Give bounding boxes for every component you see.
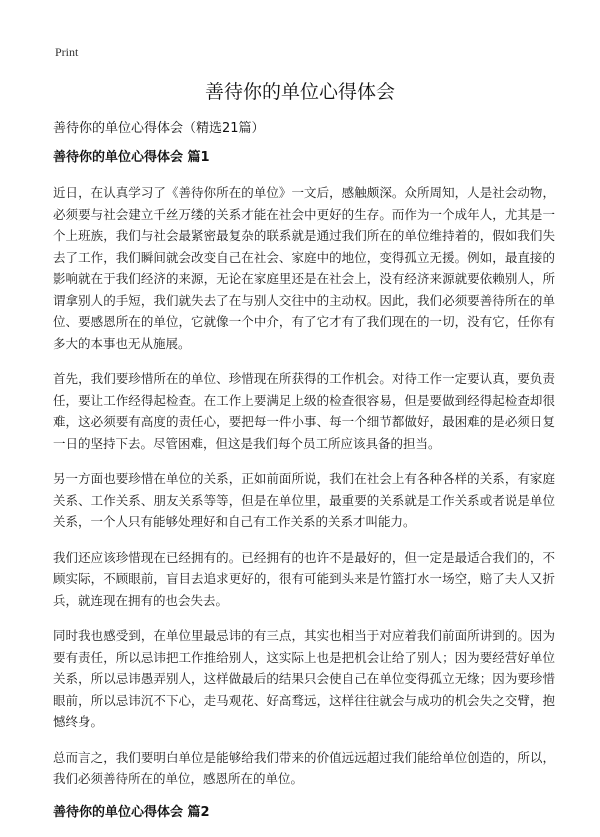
document-subtitle: 善待你的单位心得体会（精选21篇） [53,121,265,136]
page-title: 善待你的单位心得体会 [204,81,395,103]
paragraph-3: 另一方面也要珍惜在单位的关系，正如前面所说，我们在社会上有各种各样的关系，有家庭关系、工作关系、朋友关系等等，但是在单位里，最重要的关系就是工作关系或者说是单位关系，一个人只有能够处理好和自己有工作关系的关系才叫能力。 [53,471,555,529]
paragraph-6: 总而言之，我们要明白单位是能够给我们带来的价值远远超过我们能给单位创造的，所以，我们必须善待所在的单位，感恩所在的单位。 [53,749,555,786]
document-body [53,149,555,837]
section-heading-1: 善待你的单位心得体会 篇1 [53,150,210,165]
section-heading-2: 善待你的单位心得体会 篇2 [53,804,210,820]
paragraph-4: 我们还应该珍惜现在已经拥有的。已经拥有的也许不是最好的，但一定是最适合我们的，不顾实际，不顾眼前，盲目去追求更好的，很有可能到头来是竹篮打水一场空，赔了夫人又折兵，就连现在拥有的也会失去。 [53,549,555,608]
paragraph-2: 首先，我们要珍惜所在的单位、珍惜现在所获得的工作机会。对待工作一定要认真，要负责任，要让工作经得起检查。在工作上要满足上级的检查很容易，但是要做到经得起检查却很难，这必须要有高度的责任心，要把每一件小事、每一个细节都做好，最困难的是必须日复一日的坚持下去。尽管困难，但这是我们每个员工所应该具备的担当。 [53,371,555,451]
print-link[interactable]: Print [55,45,79,59]
paragraph-5: 同时我也感受到，在单位里最忌讳的有三点，其实也相当于对应着我们前面所讲到的。因为要有责任，所以忌讳把工作推给别人，这实际上也是把机会让给了别人；因为要经营好单位关系，所以忌讳愚弄别人，这样做最后的结果只会使自己在单位变得孤立无缘；因为要珍惜眼前，所以忌讳沉不下心，走马观花、好高骛远，这样往往就会与成功的机会失之交臂，抱憾终身。 [53,628,555,729]
paragraph-1: 近日，在认真学习了《善待你所在的单位》一文后，感触颇深。众所周知，人是社会动物，必须要与社会建立千丝万缕的关系才能在社会中更好的生存。而作为一个成年人，尤其是一个上班族，我们与社会最紧密最复杂的联系就是通过我们所在的单位维持着的，假如我们失去了工作，我们瞬间就会改变自己在社会、家庭中的地位，变得孤立无援。例如，最直接的影响就在于我们经济的来源，无论在家庭里还是在社会上，没有经济来源就要依赖别人，所谓拿别人的手短，我们就失去了在与别人交往中的主动权。因此，我们必须要善待所在的单位、要感恩所在的单位，它就像一个中介，有了它才有了我们现在的一切，没有它，任你有多大的本事也无从施展。 [53,185,555,351]
